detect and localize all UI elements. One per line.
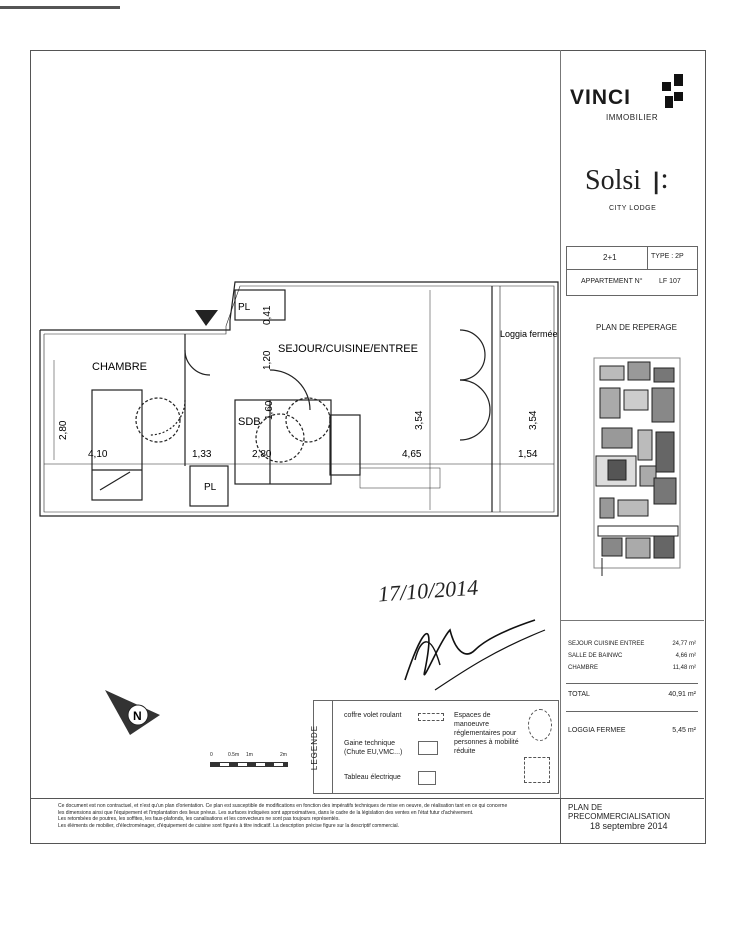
- apartment-type: TYPE : 2P: [651, 253, 684, 260]
- dim-label: 1,60: [264, 400, 275, 420]
- scan-mark: [0, 6, 120, 9]
- location-plan-title: PLAN DE REPERAGE: [596, 323, 677, 332]
- legend-item: Gaine technique (Chute EU,VMC...): [344, 740, 403, 756]
- brand-name: VINCI: [570, 86, 632, 109]
- room-label-sejour: SEJOUR/CUISINE/ENTREE: [278, 343, 418, 355]
- location-plan: [588, 348, 692, 578]
- legend-item: coffre volet roulant: [344, 712, 402, 719]
- entrance-marker-icon: [195, 310, 218, 326]
- dim-label: 4,10: [88, 449, 108, 460]
- dim-label: 1,33: [192, 449, 212, 460]
- dim-label: 3,54: [528, 410, 539, 430]
- footer: [30, 798, 704, 843]
- room-label-pl2: PL: [204, 482, 217, 493]
- shutter-box-icon: [418, 713, 444, 721]
- plan-date: 18 septembre 2014: [590, 821, 668, 831]
- room-label-loggia: Loggia fermée: [500, 329, 558, 339]
- plan-title: PLAN DE PRECOMMERCIALISATION: [568, 803, 671, 821]
- room-label-pl1: PL: [238, 302, 251, 313]
- bass-clef-icon: ꞁ:: [652, 162, 669, 195]
- vinci-symbol-icon: [656, 72, 690, 112]
- compass-icon: [100, 685, 170, 745]
- electrical-panel-icon: [418, 771, 436, 785]
- total-row: TOTAL 40,91 m²: [568, 691, 696, 698]
- room-label-chambre: CHAMBRE: [92, 361, 148, 373]
- loggia-area-row: LOGGIA FERMEE 5,45 m²: [568, 727, 696, 734]
- dim-label: 2,80: [252, 449, 272, 460]
- vinci-logo: [570, 82, 700, 132]
- project-sub: CITY LODGE: [609, 205, 657, 212]
- legend: [310, 700, 559, 794]
- svg-text:N: N: [133, 709, 142, 723]
- apartment-rooms: 2+1: [603, 253, 617, 262]
- project-name: Solsi: [585, 165, 642, 196]
- project-logo: [585, 162, 695, 220]
- area-row: SEJOUR CUISINE ENTREE 24,77 m²: [568, 641, 696, 647]
- disclaimer: Ce document est non contractuel, et n'est qu'un plan d'orientation. Ce plan est susceptible de modifications en fonction des impératifs techniques de mise en oeuvre, de réalisation tant en ce qui concerne les dimensions ainsi que l'équipement et l'implantation des lieux prévus. Les surfaces indiquées sont approximatives, dans le cadre de la législation des ventes en l'état futur d'achèvement. Les retombées de poutres, les soffites, les faux-plafonds, les canalisations et les convecteurs ne sont pas toujours représentés. Les éléments de mobilier, d'électroménager, d'équipement de cuisine sont figurés à titre indicatif. La description précise figure sur la descriptif commercial.: [58, 803, 508, 829]
- turning-space-square-icon: [524, 757, 550, 783]
- apartment-info: [566, 246, 698, 296]
- floor-plan: [30, 270, 560, 530]
- dim-label: 2,80: [58, 420, 69, 440]
- scale-bar: 0 0.5m 1m 2m: [210, 752, 290, 772]
- signature-icon: [395, 610, 555, 700]
- apartment-number-label: APPARTEMENT N°: [581, 278, 643, 285]
- dim-label: 0,41: [262, 305, 273, 325]
- room-label-sdb: SDB: [238, 416, 261, 428]
- dim-label: 1,20: [262, 350, 273, 370]
- dim-label: 4,65: [402, 449, 422, 460]
- dim-label: 3,54: [414, 410, 425, 430]
- legend-title: LEGENDE: [310, 724, 320, 771]
- turning-space-icon: [528, 709, 552, 741]
- legend-item: Tableau électrique: [344, 774, 401, 781]
- technical-shaft-icon: [418, 741, 438, 755]
- legend-item: Espaces de manoeuvre réglementaires pour personnes à mobilité réduite: [454, 712, 519, 755]
- dim-label: 1,54: [518, 449, 538, 460]
- areas-table: [560, 620, 704, 751]
- apartment-number: LF 107: [659, 278, 681, 285]
- brand-sub: IMMOBILIER: [606, 113, 659, 122]
- area-row: SALLE DE BAINWC 4,66 m²: [568, 653, 696, 659]
- handwritten-date: 17/10/2014: [377, 574, 479, 607]
- area-row: CHAMBRE 11,48 m²: [568, 665, 696, 671]
